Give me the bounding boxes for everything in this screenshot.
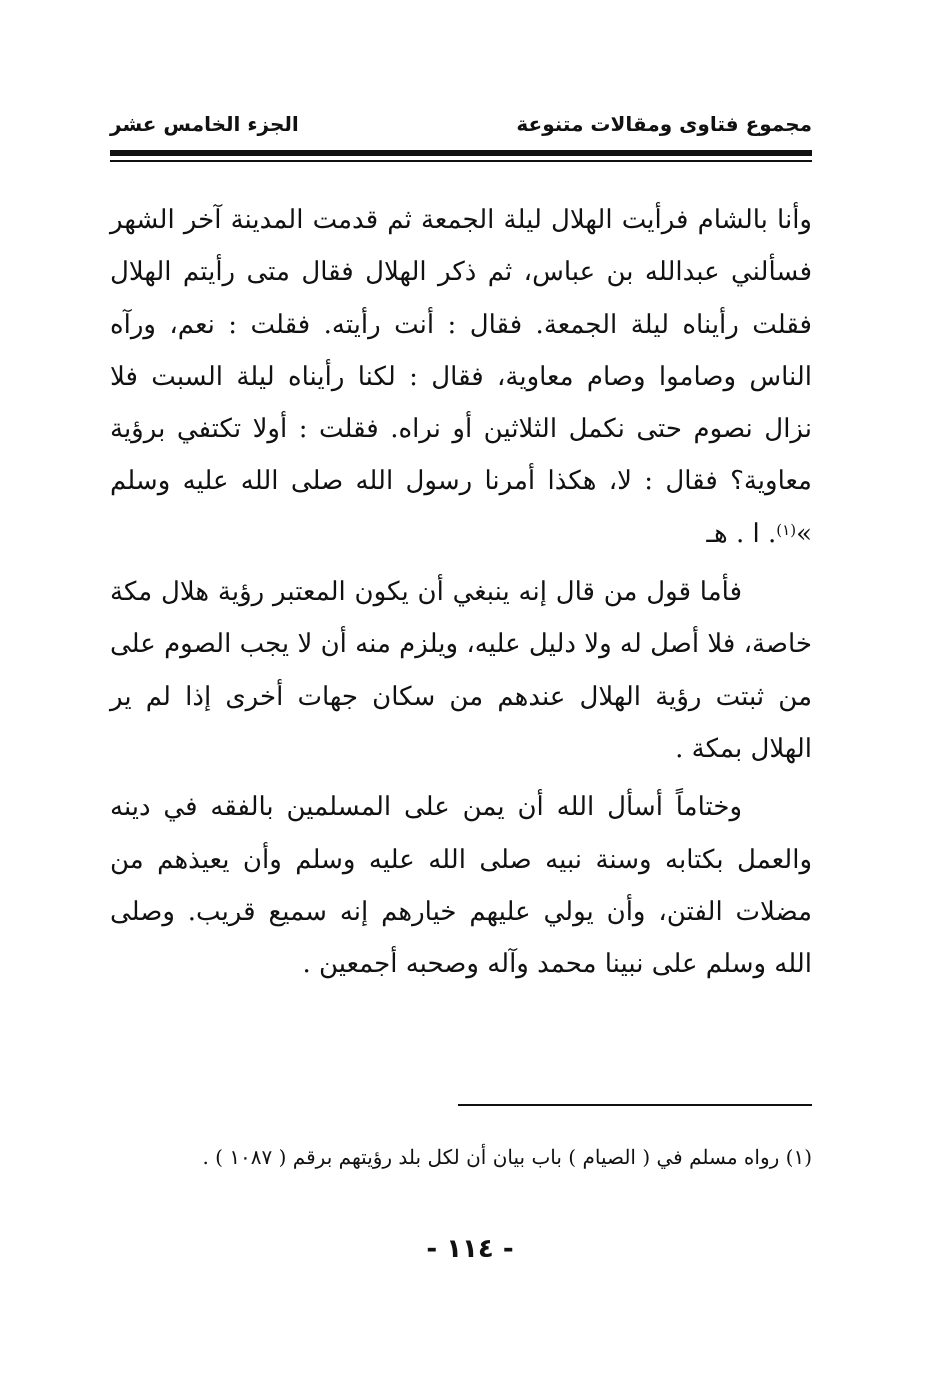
book-title: مجموع فتاوى ومقالات متنوعة [516, 112, 812, 136]
main-text [110, 194, 812, 996]
footnote-text: (١) رواه مسلم في ( الصيام ) باب بيان أن لكل بلد رؤيتهم برقم ( ١٠٨٧ ) . [202, 1145, 812, 1169]
paragraph-1-text: وأنا بالشام فرأيت الهلال ليلة الجمعة ثم قدمت المدينة آخر الشهر فسألني عبدالله بن عباس، ثم ذكر الهلال فقال متى رأيتم الهلال فقلت رأيناه ليلة الجمعة. فقال : أنت رأيته. فقلت : نعم، ورآه الناس وصاموا وصام معاوية، فقال : لكنا رأيناه ليلة السبت فلا نزال نصوم حتى نكمل الثلاثين أو نراه. فقلت : أولا تكتفي برؤية معاوية؟ فقال : لا، هكذا أمرنا رسول الله صلى الله عليه وسلم » [110, 205, 812, 549]
paragraph-1 [110, 194, 812, 560]
footnote-separator [458, 1104, 812, 1106]
footnote [110, 1139, 812, 1175]
header-rule-thin [110, 160, 812, 162]
running-header [110, 112, 812, 146]
paragraph-1-end: . ا . هـ [706, 518, 777, 549]
page-number: - ١١٤ - [426, 1234, 514, 1264]
footnote-reference[interactable]: (١) [776, 520, 797, 539]
paragraph-2: فأما قول من قال إنه ينبغي أن يكون المعتبر رؤية هلال مكة خاصة، فلا أصل له ولا دليل عليه، ويلزم منه أن لا يجب الصوم على من ثبتت رؤية الهلال عندهم من سكان جهات أخرى إذا لم ير الهلال بمكة . [110, 577, 812, 764]
header-rule-thick [110, 150, 812, 156]
paragraph-3: وختاماً أسأل الله أن يمن على المسلمين بالفقه في دينه والعمل بكتابه وسنة نبيه صلى الله عليه وسلم وأن يعيذهم من مضلات الفتن، وأن يولي عليهم خيارهم إنه سميع قريب. وصلى الله وسلم على نبينا محمد وآله وصحبه أجمعين . [110, 792, 812, 980]
volume-part: الجزء الخامس عشر [110, 112, 299, 136]
